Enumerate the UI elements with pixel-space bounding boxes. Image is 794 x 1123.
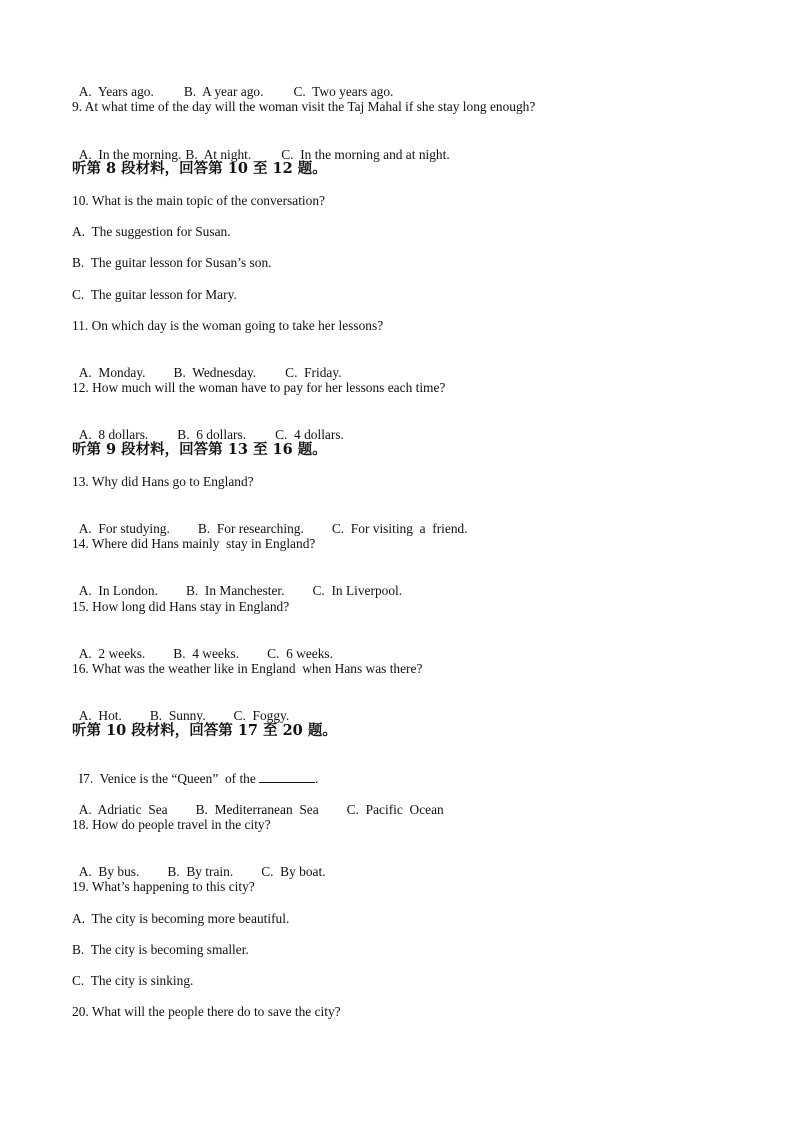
option-b: B. In Manchester. bbox=[185, 583, 285, 598]
q19-option-a: A. The city is becoming more beautiful. bbox=[72, 911, 290, 926]
option-a: A. Hot. bbox=[78, 708, 122, 723]
q10-option-b: B. The guitar lesson for Susan’s son. bbox=[72, 255, 272, 270]
question-11: 11. On which day is the woman going to take her lessons? bbox=[72, 318, 384, 333]
option-b: B. 4 weeks. bbox=[173, 646, 240, 661]
option-b: B. A year ago. bbox=[183, 84, 264, 99]
option-c: C. Friday. bbox=[285, 365, 342, 380]
option-a: A. 8 dollars. bbox=[78, 427, 149, 442]
section-heading-10: 听第 10 段材料，回答第 17 至 20 题。 bbox=[72, 722, 337, 739]
option-c: C. For visiting a friend. bbox=[331, 521, 468, 536]
q15-options bbox=[72, 630, 333, 662]
question-9: 9. At what time of the day will the woman visit the Taj Mahal if she stay long enough? bbox=[72, 99, 536, 114]
question-13: 13. Why did Hans go to England? bbox=[72, 474, 254, 489]
option-a: A. Adriatic Sea bbox=[78, 802, 168, 817]
question-19: 19. What’s happening to this city? bbox=[72, 879, 255, 894]
option-a: A. In London. bbox=[78, 583, 158, 598]
option-b: B. Sunny. bbox=[149, 708, 206, 723]
option-c: C. 6 weeks. bbox=[267, 646, 333, 661]
option-b: B. For researching. bbox=[197, 521, 304, 536]
option-c: C. Two years ago. bbox=[293, 84, 394, 99]
question-17 bbox=[72, 755, 319, 787]
option-b: B. Mediterranean Sea bbox=[195, 802, 319, 817]
option-b: B. By train. bbox=[167, 864, 234, 879]
question-18: 18. How do people travel in the city? bbox=[72, 817, 271, 832]
q8-options bbox=[72, 68, 393, 100]
option-b: B. At night. bbox=[185, 147, 252, 162]
option-c: C. In Liverpool. bbox=[312, 583, 403, 598]
section-heading-8: 听第 8 段材料，回答第 10 至 12 题。 bbox=[72, 160, 327, 177]
question-12: 12. How much will the woman have to pay for her lessons each time? bbox=[72, 380, 446, 395]
question-10: 10. What is the main topic of the conversation? bbox=[72, 193, 325, 208]
q14-options bbox=[72, 567, 402, 599]
question-14: 14. Where did Hans mainly stay in England? bbox=[72, 536, 316, 551]
q16-options bbox=[72, 692, 289, 724]
q11-options bbox=[72, 349, 342, 381]
answer-blank bbox=[259, 771, 315, 783]
option-a: A. Monday. bbox=[78, 365, 146, 380]
q13-options bbox=[72, 505, 468, 537]
option-b: B. 6 dollars. bbox=[177, 427, 247, 442]
option-b: B. Wednesday. bbox=[173, 365, 257, 380]
question-20: 20. What will the people there do to save the city? bbox=[72, 1004, 341, 1019]
question-16: 16. What was the weather like in England when Hans was there? bbox=[72, 661, 423, 676]
q17-text: I7. Venice is the “Queen” of the bbox=[78, 771, 260, 786]
q18-options bbox=[72, 848, 326, 880]
option-c: C. In the morning and at night. bbox=[281, 147, 450, 162]
q9-options bbox=[72, 131, 450, 163]
option-a: A. 2 weeks. bbox=[78, 646, 146, 661]
q10-option-a: A. The suggestion for Susan. bbox=[72, 224, 231, 239]
option-c: C. 4 dollars. bbox=[275, 427, 344, 442]
option-a: A. By bus. bbox=[78, 864, 140, 879]
q10-option-c: C. The guitar lesson for Mary. bbox=[72, 287, 237, 302]
option-c: C. Foggy. bbox=[233, 708, 290, 723]
section-heading-9: 听第 9 段材料，回答第 13 至 16 题。 bbox=[72, 441, 327, 458]
option-a: A. In the morning. bbox=[78, 147, 182, 162]
q12-options bbox=[72, 411, 344, 443]
q17-options bbox=[72, 786, 444, 818]
option-a: A. For studying. bbox=[78, 521, 170, 536]
option-a: A. Years ago. bbox=[78, 84, 154, 99]
option-c: C. By boat. bbox=[261, 864, 326, 879]
q19-option-b: B. The city is becoming smaller. bbox=[72, 942, 249, 957]
q19-option-c: C. The city is sinking. bbox=[72, 973, 194, 988]
q17-end: . bbox=[315, 771, 319, 786]
option-c: C. Pacific Ocean bbox=[346, 802, 444, 817]
question-15: 15. How long did Hans stay in England? bbox=[72, 599, 290, 614]
